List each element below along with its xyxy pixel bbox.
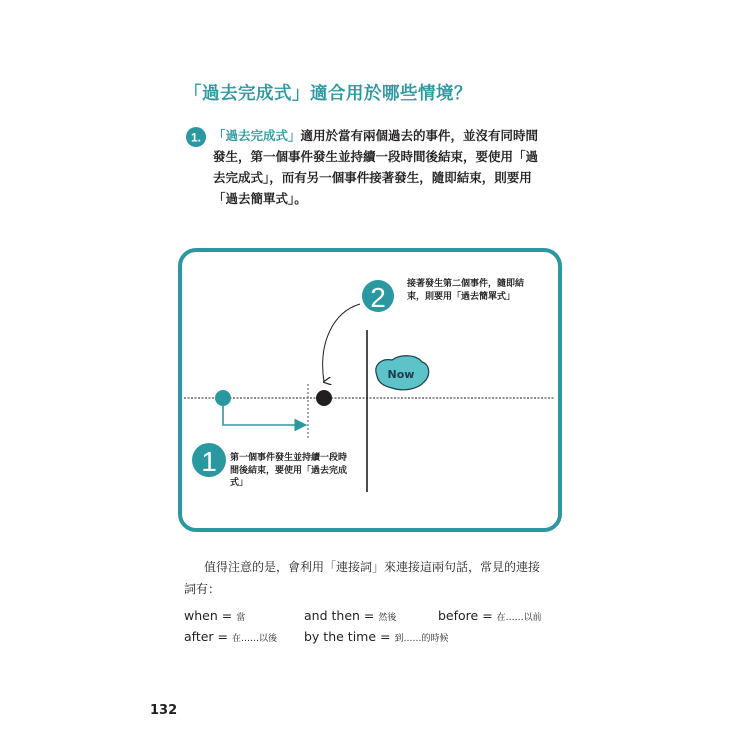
step-2-note-line-2: 束，則要用「過去簡單式」 bbox=[407, 291, 516, 302]
vocab-english: by the time = bbox=[304, 629, 395, 644]
point-1-text bbox=[213, 125, 593, 209]
step-2-note-line-1: 接著發生第二個事件，隨即結 bbox=[407, 279, 525, 289]
vocab-english: before = bbox=[438, 608, 497, 623]
point-1-line-2: 發生，第一個事件發生並持續一段時間後結束，要使用「過 bbox=[213, 149, 539, 164]
event-1-dot bbox=[215, 390, 231, 406]
section-heading: 「過去完成式」適合用於哪些情境？ bbox=[184, 84, 472, 104]
now-label: Now bbox=[387, 368, 415, 381]
point-1-line-3: 去完成式」，而有另一個事件接著發生，隨即結束，則要用 bbox=[213, 170, 532, 185]
vocab-english: and then = bbox=[304, 608, 379, 623]
paragraph-line-2: 詞有： bbox=[184, 582, 221, 596]
point-number: 1. bbox=[190, 130, 202, 145]
connector-paragraph bbox=[184, 556, 574, 600]
vocab-english: after = bbox=[184, 629, 232, 644]
paragraph-line-1: 值得注意的是，會利用「連接詞」來連接這兩句話，常見的連接 bbox=[204, 560, 541, 574]
vocab-item bbox=[438, 608, 542, 623]
point-1-line-1 bbox=[213, 125, 593, 146]
page-number: 132 bbox=[150, 703, 178, 718]
vocab-chinese: 當 bbox=[236, 613, 246, 623]
point-1-line-4: 「過去簡單式」。 bbox=[213, 191, 307, 206]
vocab-item bbox=[304, 608, 396, 623]
vocab-english: when = bbox=[184, 608, 237, 623]
step-1-note-line-3: 式」 bbox=[230, 478, 249, 488]
vocab-chinese: 在……以前 bbox=[496, 613, 542, 623]
step-2-number: 2 bbox=[370, 282, 386, 313]
vocab-item bbox=[304, 629, 448, 644]
vocab-chinese: 在……以後 bbox=[232, 634, 278, 644]
step-1-note bbox=[230, 452, 380, 490]
event-2-dot bbox=[316, 390, 332, 406]
vocab-item bbox=[184, 629, 277, 644]
vocab-item bbox=[184, 608, 245, 623]
step-2-note bbox=[407, 278, 557, 303]
point-1-highlight: 「過去完成式」 bbox=[213, 128, 301, 143]
step-1-number: 1 bbox=[201, 446, 217, 477]
step-1-note-line-1: 第一個事件發生並持續一段時 bbox=[230, 453, 348, 463]
vocab-chinese: 然後 bbox=[378, 613, 397, 623]
point-number-badge bbox=[186, 127, 206, 147]
vocab-chinese: 到……的時候 bbox=[394, 634, 449, 644]
step-1-note-line-2: 間後結束，要使用「過去完成 bbox=[230, 465, 348, 476]
point-1-line-1-rest: 適用於當有兩個過去的事件，並沒有同時間 bbox=[300, 128, 539, 143]
